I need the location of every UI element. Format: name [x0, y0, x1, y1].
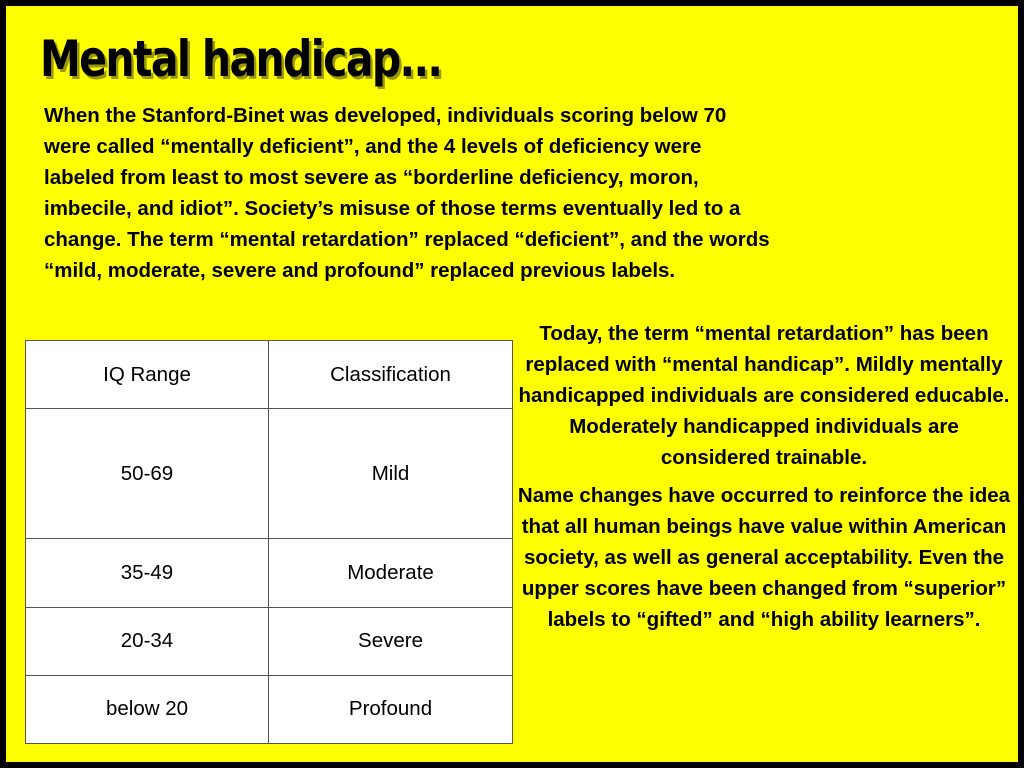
header-iq-range: IQ Range — [26, 341, 269, 409]
today-paragraph: Today, the term “mental retardation” has been replaced with “mental handicap”. Mildly mentally handicapped individuals are considered educable. Moderately handicapped individuals are considered trainable. — [518, 322, 1010, 469]
iq-range-cell: 20-34 — [26, 607, 269, 675]
table-row — [26, 675, 513, 743]
slide-title: Mental handicap... — [40, 30, 442, 88]
slide — [6, 6, 1018, 762]
iq-range-cell: 50-69 — [26, 409, 269, 539]
name-changes-paragraph: Name changes have occurred to reinforce the idea that all human beings have value within American society, as well as general acceptability. Even the upper scores have been changed from “superior” labels to “gifted” and “high ability learners”. — [517, 484, 1011, 631]
table-header-row — [26, 341, 513, 409]
classification-cell: Profound — [269, 675, 513, 743]
table-row — [26, 409, 513, 539]
iq-range-cell: 35-49 — [26, 539, 269, 607]
classification-cell: Severe — [269, 607, 513, 675]
header-classification: Classification — [269, 341, 513, 409]
table-row — [26, 539, 513, 607]
iq-range-cell: below 20 — [26, 675, 269, 743]
intro-paragraph: When the Stanford-Binet was developed, individuals scoring below 70 were called “mentally deficient”, and the 4 levels of deficiency were labeled from least to most severe as “borderline deficiency, moron, imbecile, and idiot”. Society’s misuse of those terms eventually led to a change. The term “mental retardation” replaced “deficient”, and the words “mild, moderate, severe and profound” replaced previous labels. — [44, 104, 770, 282]
iq-classification-table — [25, 340, 513, 744]
right-text-column — [514, 318, 1014, 635]
classification-cell: Mild — [269, 409, 513, 539]
table-row — [26, 607, 513, 675]
classification-cell: Moderate — [269, 539, 513, 607]
